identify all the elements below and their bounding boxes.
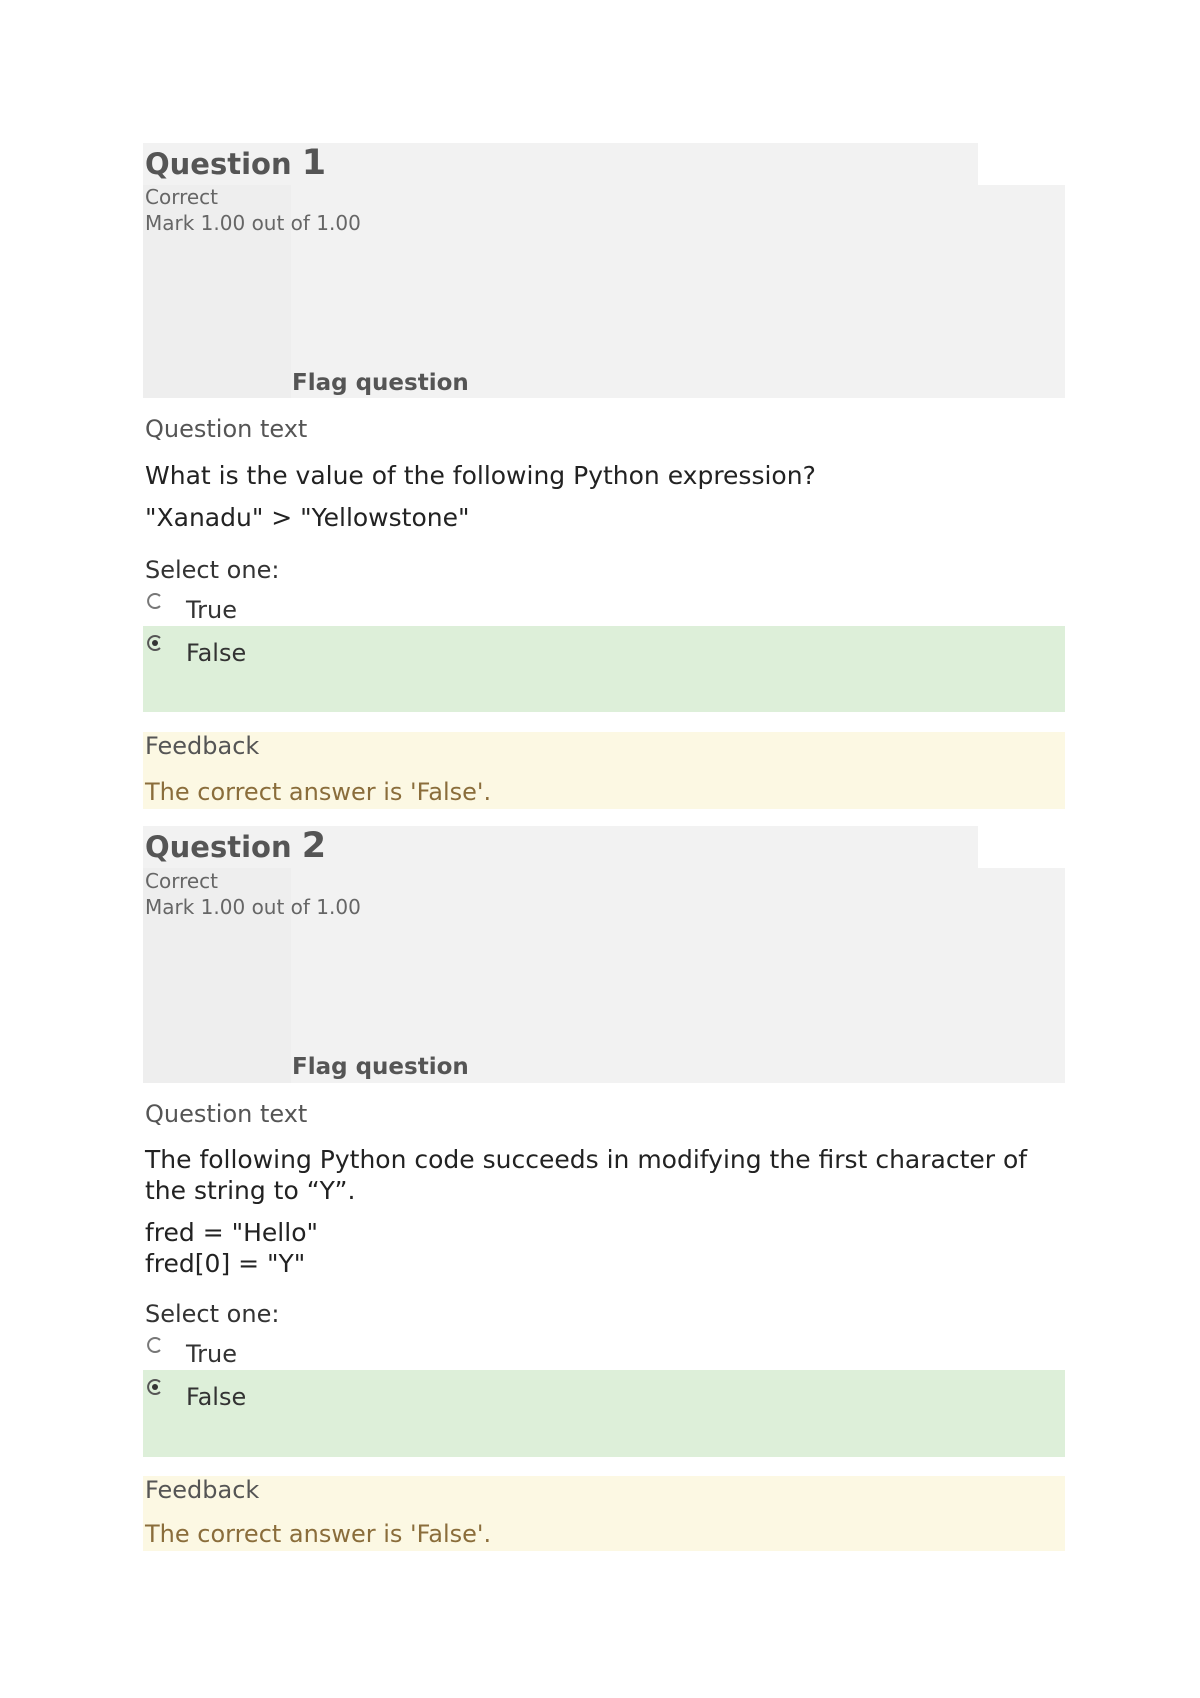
question-text-label: Question text xyxy=(145,1100,308,1128)
feedback-text: The correct answer is 'False'. xyxy=(145,778,492,806)
question-number-label: Question xyxy=(145,147,292,181)
select-one-label: Select one: xyxy=(145,1300,280,1328)
question-number-value: 2 xyxy=(301,826,327,866)
feedback-label: Feedback xyxy=(145,732,260,760)
question-number xyxy=(145,143,327,183)
radio-true[interactable] xyxy=(146,1336,164,1354)
code-line: "Xanadu" > "Yellowstone" xyxy=(145,503,470,532)
option-true-label[interactable]: True xyxy=(186,596,237,624)
question-state: Correct xyxy=(145,869,218,893)
option-true-label[interactable]: True xyxy=(186,1340,237,1368)
question-text: The following Python code succeeds in modifying the first character of the string to “Y”. xyxy=(145,1145,1028,1205)
flag-question-button[interactable]: Flag question xyxy=(292,1054,469,1080)
question-text: What is the value of the following Python expression? xyxy=(145,461,816,490)
radio-false-selected[interactable] xyxy=(146,1378,164,1396)
feedback-text: The correct answer is 'False'. xyxy=(145,1520,492,1548)
radio-false-selected[interactable] xyxy=(146,634,164,652)
question-number-value: 1 xyxy=(301,143,327,183)
select-one-label: Select one: xyxy=(145,556,280,584)
question-text-label: Question text xyxy=(145,415,308,443)
question-mark: Mark 1.00 out of 1.00 xyxy=(145,211,361,235)
question-state: Correct xyxy=(145,185,218,209)
question-number xyxy=(145,826,327,866)
feedback-label: Feedback xyxy=(145,1476,260,1504)
question-number-label: Question xyxy=(145,830,292,864)
code-line: fred = "Hello" xyxy=(145,1218,318,1247)
question-mark: Mark 1.00 out of 1.00 xyxy=(145,895,361,919)
radio-true[interactable] xyxy=(146,592,164,610)
flag-question-button[interactable]: Flag question xyxy=(292,370,469,396)
correct-answer-highlight xyxy=(143,626,1065,712)
option-false-label[interactable]: False xyxy=(186,1383,247,1411)
code-line: fred[0] = "Y" xyxy=(145,1249,306,1278)
option-false-label[interactable]: False xyxy=(186,639,247,667)
correct-answer-highlight xyxy=(143,1370,1065,1457)
